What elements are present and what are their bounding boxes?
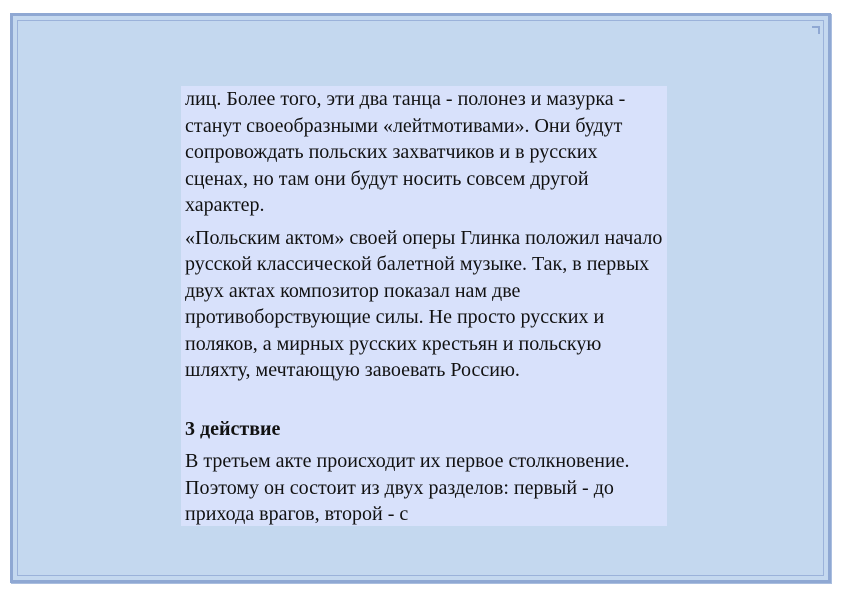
text-block <box>181 86 667 526</box>
paragraph-2: «Польским актом» своей оперы Глинка положил начало русской классической балетной музыке. Так, в первых двух актах композитор показал нам две противоборствующие силы. Не просто русских и поляков, а мирных русских крестьян и польскую шляхту, мечтающую завоевать Россию. <box>185 226 663 381</box>
frame-corner-ornament <box>812 26 820 34</box>
paragraph-3: В третьем акте происходит их первое столкновение. Поэтому он состоит из двух разделов: первый - до прихода врагов, второй - с <box>185 450 630 525</box>
paragraph-1: лиц. Более того, эти два танца - полонез и мазурка - станут своеобразными «лейтмотивами». Они будут сопровождать польских захватчиков и в русских сценах, но там они будут носить совсем другой характер. <box>185 88 626 216</box>
section-heading: 3 действие <box>185 417 281 440</box>
